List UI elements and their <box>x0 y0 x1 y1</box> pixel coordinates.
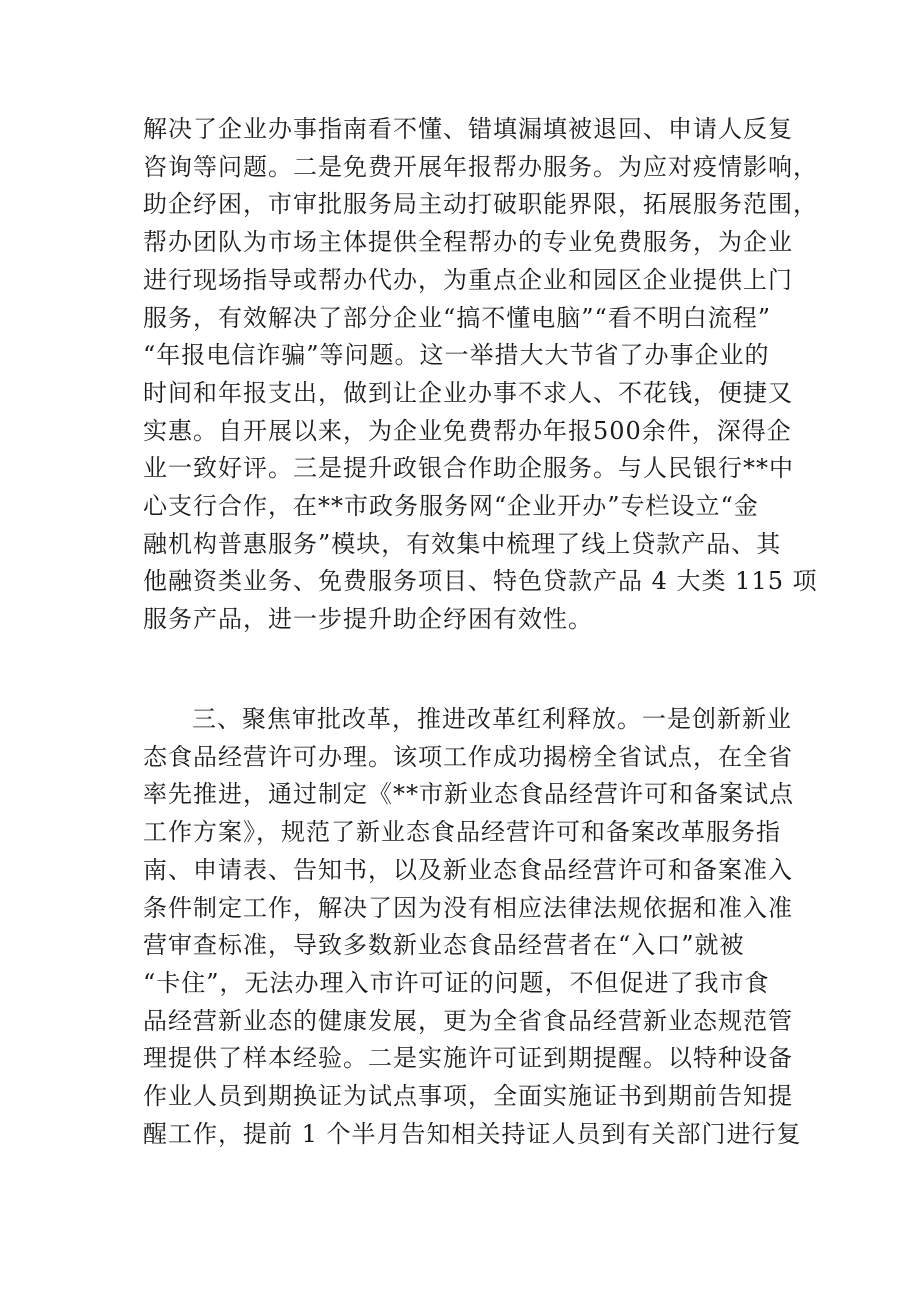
text-line: 服务，有效解决了部分企业“搞不懂电脑”“看不明白流程” <box>143 303 772 332</box>
text-line: 品经营新业态的健康发展，更为全省食品经营新业态规范管 <box>143 1006 793 1035</box>
text-line: 业一致好评。三是提升政银合作助企服务。与人民银行**中 <box>143 454 794 483</box>
text-line: 进行现场指导或帮办代办，为重点企业和园区企业提供上门 <box>143 265 793 294</box>
text-line: 工作方案》，规范了新业态食品经营许可和备案改革服务指 <box>143 818 781 847</box>
text-line: 条件制定工作，解决了因为没有相应法律法规依据和准入准 <box>143 893 793 922</box>
text-line: 三、聚焦审批改革，推进改革红利释放。一是创新新业 <box>192 705 792 733</box>
text-line: 率先推进，通过制定《**市新业态食品经营许可和备案试点 <box>143 780 794 809</box>
text-line: 营审查标准，导致多数新业态食品经营者在“入口”就被 <box>143 931 745 960</box>
text-line: 醒工作，提前 1 个半月告知相关持证人员到有关部门进行复 <box>143 1119 802 1148</box>
text-line: 他融资类业务、免费服务项目、特色贷款产品 4 大类 115 项 <box>143 567 818 596</box>
text-line: 服务产品，进一步提升助企纾困有效性。 <box>143 605 593 634</box>
text-line: 时间和年报支出，做到让企业办事不求人、不花钱，便捷又 <box>143 378 793 407</box>
text-line: 态食品经营许可办理。该项工作成功揭榜全省试点，在全省 <box>143 742 793 771</box>
text-line: 理提供了样本经验。二是实施许可证到期提醒。以特种设备 <box>143 1044 793 1073</box>
text-line: 作业人员到期换证为试点事项，全面实施证书到期前告知提 <box>143 1082 793 1110</box>
text-line: 融机构普惠服务”模块，有效集中梳理了线上贷款产品、其 <box>143 529 782 558</box>
text-line: 帮办团队为市场主体提供全程帮办的专业免费服务，为企业 <box>143 228 793 257</box>
text-line: 解决了企业办事指南看不懂、错填漏填被退回、申请人反复 <box>143 115 793 143</box>
text-line: “年报电信诈骗”等问题。这一举措大大节省了办事企业的 <box>143 341 770 370</box>
text-line: 心支行合作，在**市政务服务网“企业开办”专栏设立“金 <box>143 492 759 520</box>
text-line: 南、申请表、告知书，以及新业态食品经营许可和备案准入 <box>143 855 793 884</box>
text-line: 助企纾困，市审批服务局主动打破职能界限，拓展服务范围， <box>143 190 818 219</box>
text-line: 实惠。自开展以来，为企业免费帮办年报500余件，深得企 <box>143 416 792 445</box>
text-line: “卡住”，无法办理入市许可证的问题，不但促进了我市食 <box>143 968 770 997</box>
text-line: 咨询等问题。二是免费开展年报帮办服务。为应对疫情影响， <box>143 152 818 181</box>
